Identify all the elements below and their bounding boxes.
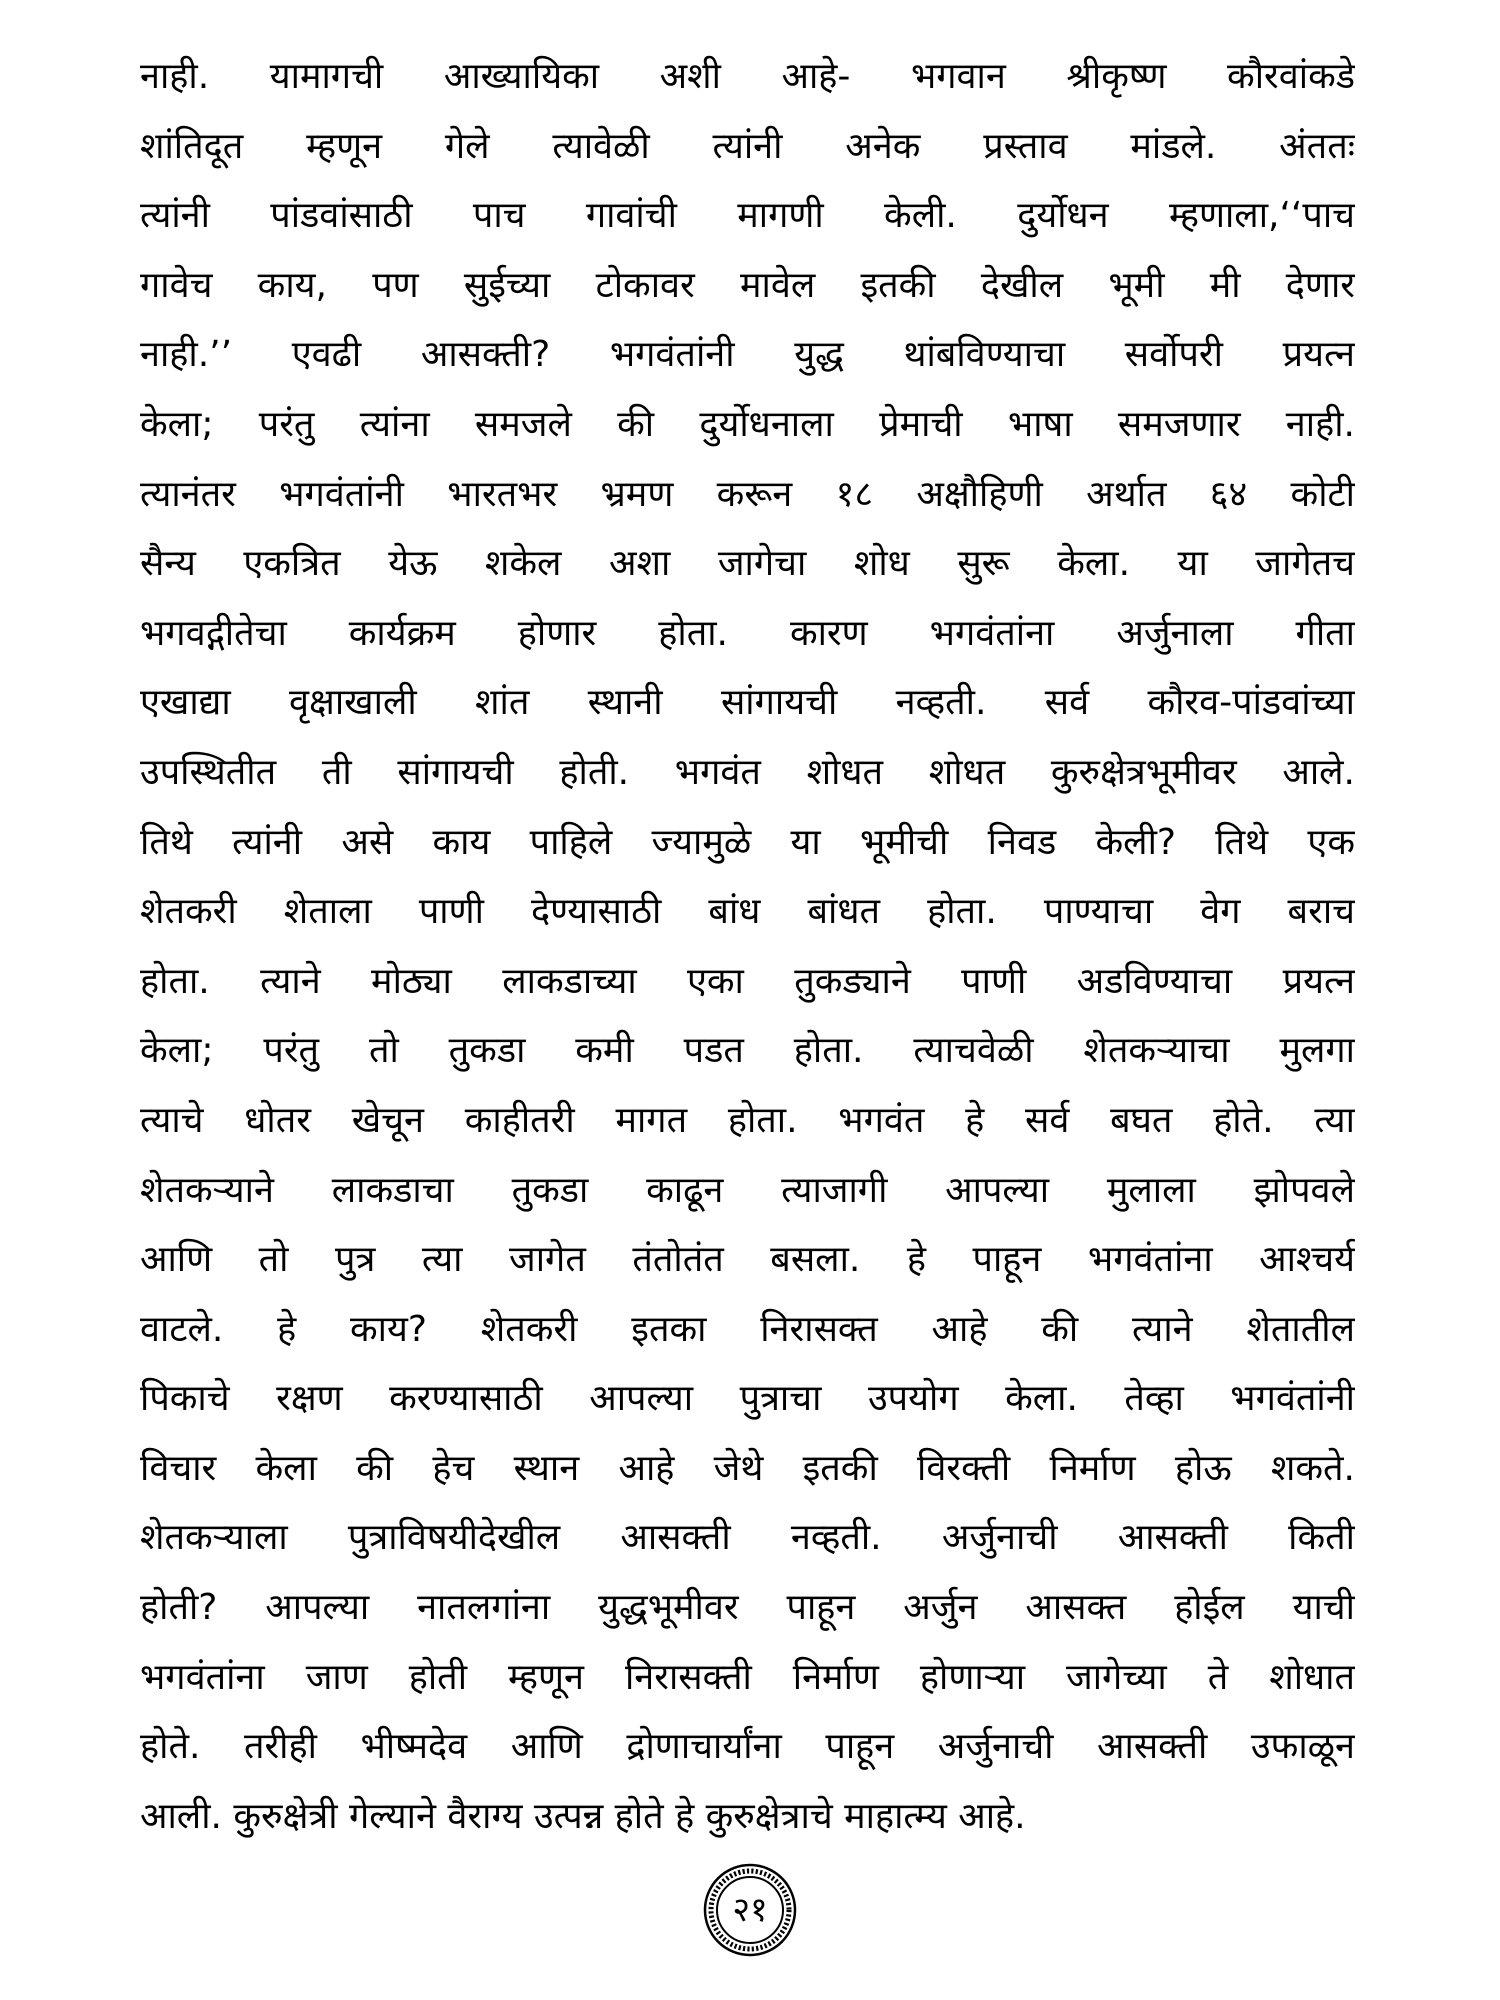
text-line: विचार केला की हेच स्थान आहे जेथे इतकी विरक्ती निर्माण होऊ शकते.	[140, 1447, 1355, 1489]
text-line: केला; परंतु तो तुकडा कमी पडत होता. त्याचवेळी शेतकऱ्याचा मुलगा	[140, 1030, 1355, 1072]
page-number: २१	[732, 1890, 768, 1930]
text-line: होती? आपल्या नातलगांना युद्धभूमीवर पाहून अर्जुन आसक्त होईल याची	[140, 1587, 1355, 1629]
text-line: भगवंतांना जाण होती म्हणून निरासक्ती निर्माण होणाऱ्या जागेच्या ते शोधात	[140, 1656, 1355, 1698]
text-line: आणि तो पुत्र त्या जागेत तंतोतंत बसला. हे पाहून भगवंतांना आश्चर्य	[140, 1239, 1355, 1281]
text-line: होता. त्याने मोठ्या लाकडाच्या एका तुकड्याने पाणी अडविण्याचा प्रयत्न	[140, 960, 1355, 1002]
text-line: शेतकऱ्याने लाकडाचा तुकडा काढून त्याजागी आपल्या मुलाला झोपवले	[140, 1169, 1355, 1211]
text-line: त्यानंतर भगवंतांनी भारतभर भ्रमण करून १८ अक्षौहिणी अर्थात ६४ कोटी	[140, 473, 1355, 515]
text-line: पिकाचे रक्षण करण्यासाठी आपल्या पुत्राचा उपयोग केला. तेव्हा भगवंतांनी	[140, 1378, 1355, 1420]
text-line: केला; परंतु त्यांना समजले की दुर्योधनाला प्रेमाची भाषा समजणार नाही.	[140, 403, 1355, 445]
text-line: शांतिदूत म्हणून गेले त्यावेळी त्यांनी अनेक प्रस्ताव मांडले. अंततः	[140, 125, 1355, 167]
text-line: वाटले. हे काय? शेतकरी इतका निरासक्त आहे की त्याने शेतातील	[140, 1308, 1355, 1350]
text-line: गावेच काय, पण सुईच्या टोकावर मावेल इतकी देखील भूमी मी देणार	[140, 264, 1355, 306]
text-line: शेतकरी शेताला पाणी देण्यासाठी बांध बांधत होता. पाण्याचा वेग बराच	[140, 891, 1355, 933]
text-line: नाही. यामागची आख्यायिका अशी आहे- भगवान श्रीकृष्ण कौरवांकडे	[140, 56, 1355, 97]
text-line: त्यांनी पांडवांसाठी पाच गावांची मागणी केली. दुर्योधन म्हणाला,‘‘पाच	[140, 195, 1355, 237]
text-line: होते. तरीही भीष्मदेव आणि द्रोणाचार्यांना पाहून अर्जुनाची आसक्ती उफाळून	[140, 1726, 1355, 1768]
text-line: उपस्थितीत ती सांगायची होती. भगवंत शोधत शोधत कुरुक्षेत्रभूमीवर आले.	[140, 751, 1355, 793]
text-line: आली. कुरुक्षेत्री गेल्याने वैराग्य उत्पन्न होते हे कुरुक्षेत्राचे माहात्म्य आहे.	[140, 1795, 1026, 1837]
body-text	[140, 42, 1355, 1851]
text-line: एखाद्या वृक्षाखाली शांत स्थानी सांगायची नव्हती. सर्व कौरव-पांडवांच्या	[140, 682, 1355, 724]
text-line: सैन्य एकत्रित येऊ शकेल अशा जागेचा शोध सुरू केला. या जागेतच	[140, 543, 1355, 585]
text-line: नाही.’’ एवढी आसक्ती? भगवंतांनी युद्ध थांबविण्याचा सर्वोपरी प्रयत्न	[140, 334, 1355, 376]
text-line: त्याचे धोतर खेचून काहीतरी मागत होता. भगवंत हे सर्व बघत होते. त्या	[140, 1099, 1355, 1141]
text-line: तिथे त्यांनी असे काय पाहिले ज्यामुळे या भूमीची निवड केली? तिथे एक	[140, 821, 1355, 863]
text-line: शेतकऱ्याला पुत्राविषयीदेखील आसक्ती नव्हती. अर्जुनाची आसक्ती किती	[140, 1517, 1355, 1559]
text-line: भगवद्गीतेचा कार्यक्रम होणार होता. कारण भगवंतांना अर्जुनाला गीता	[140, 612, 1355, 654]
page-number-badge	[700, 1860, 800, 1960]
